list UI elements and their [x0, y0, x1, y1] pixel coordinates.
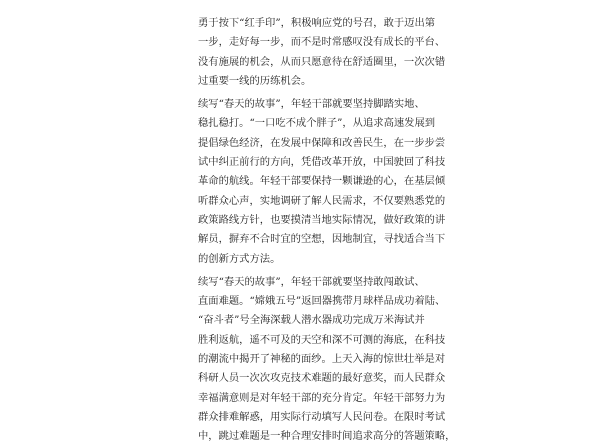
- text-line: “奋斗者”号全海深载人潜水器成功完成万米海试并: [198, 314, 425, 327]
- text-line: 幸福满意则是对年轻干部的充分肯定。年轻干部努力为: [198, 391, 446, 404]
- text-line: 稳扎稳打。“一口吃不成个胖子”，从追求高速发展到: [198, 117, 436, 130]
- text-line: 的创新方式方法。: [198, 252, 281, 265]
- text-line: 听群众心声，实地调研了解人民需求，不仅要熟悉党的: [198, 194, 446, 207]
- text-line: 的潮流中揭开了神秘的面纱。上天入海的惊世壮举是对: [198, 353, 446, 366]
- text-line: 提倡绿色经济，在发展中保障和改善民生，在一步步尝: [198, 136, 446, 149]
- text-line: 一步，走好每一步，而不是时常感叹没有成长的平台、: [198, 36, 446, 49]
- text-line: 过重要一线的历练机会。: [198, 74, 312, 87]
- text-line: 群众排难解惑，用实际行动填写人民问卷。在限时考试: [198, 410, 446, 423]
- text-line: 直面难题。“嫦娥五号”返回器携带月球样品成功着陆、: [198, 295, 446, 308]
- text-line: 续写“春天的故事”，年轻干部就要坚持脚踏实地、: [198, 98, 425, 111]
- text-line: 中，跳过难题是一种合理安排时间追求高分的答题策略，: [198, 430, 456, 443]
- text-line: 革命的航线。年轻干部要保持一颗谦逊的心，在基层倾: [198, 175, 446, 188]
- paragraph: [198, 95, 446, 269]
- text-line: 勇于按下“红手印”，积极响应党的号召，敢于迈出第: [198, 17, 436, 29]
- text-line: 科研人员一次次攻克技术难题的最好意奖，而人民群众: [198, 372, 446, 385]
- text-line: 政策路线方针，也要摸清当地实际情况，做好政策的讲: [198, 213, 446, 226]
- text-line: 胜利返航，遥不可及的天空和深不可测的海底，在科技: [198, 333, 446, 346]
- text-line: 试中纠正前行的方向，凭借改革开放，中国驶回了科技: [198, 156, 446, 169]
- paragraph: [198, 14, 446, 91]
- text-line: 没有施展的机会，从而只愿意待在舒适圈里，一次次错: [198, 55, 446, 68]
- article-body: [198, 14, 456, 447]
- text-line: 续写“春天的故事”，年轻干部就要坚持敢闯敢试、: [198, 275, 425, 288]
- text-line: 解员，摒弃不合时宜的空想，因地制宜，寻找适合当下: [198, 233, 446, 246]
- paragraph: [198, 273, 456, 447]
